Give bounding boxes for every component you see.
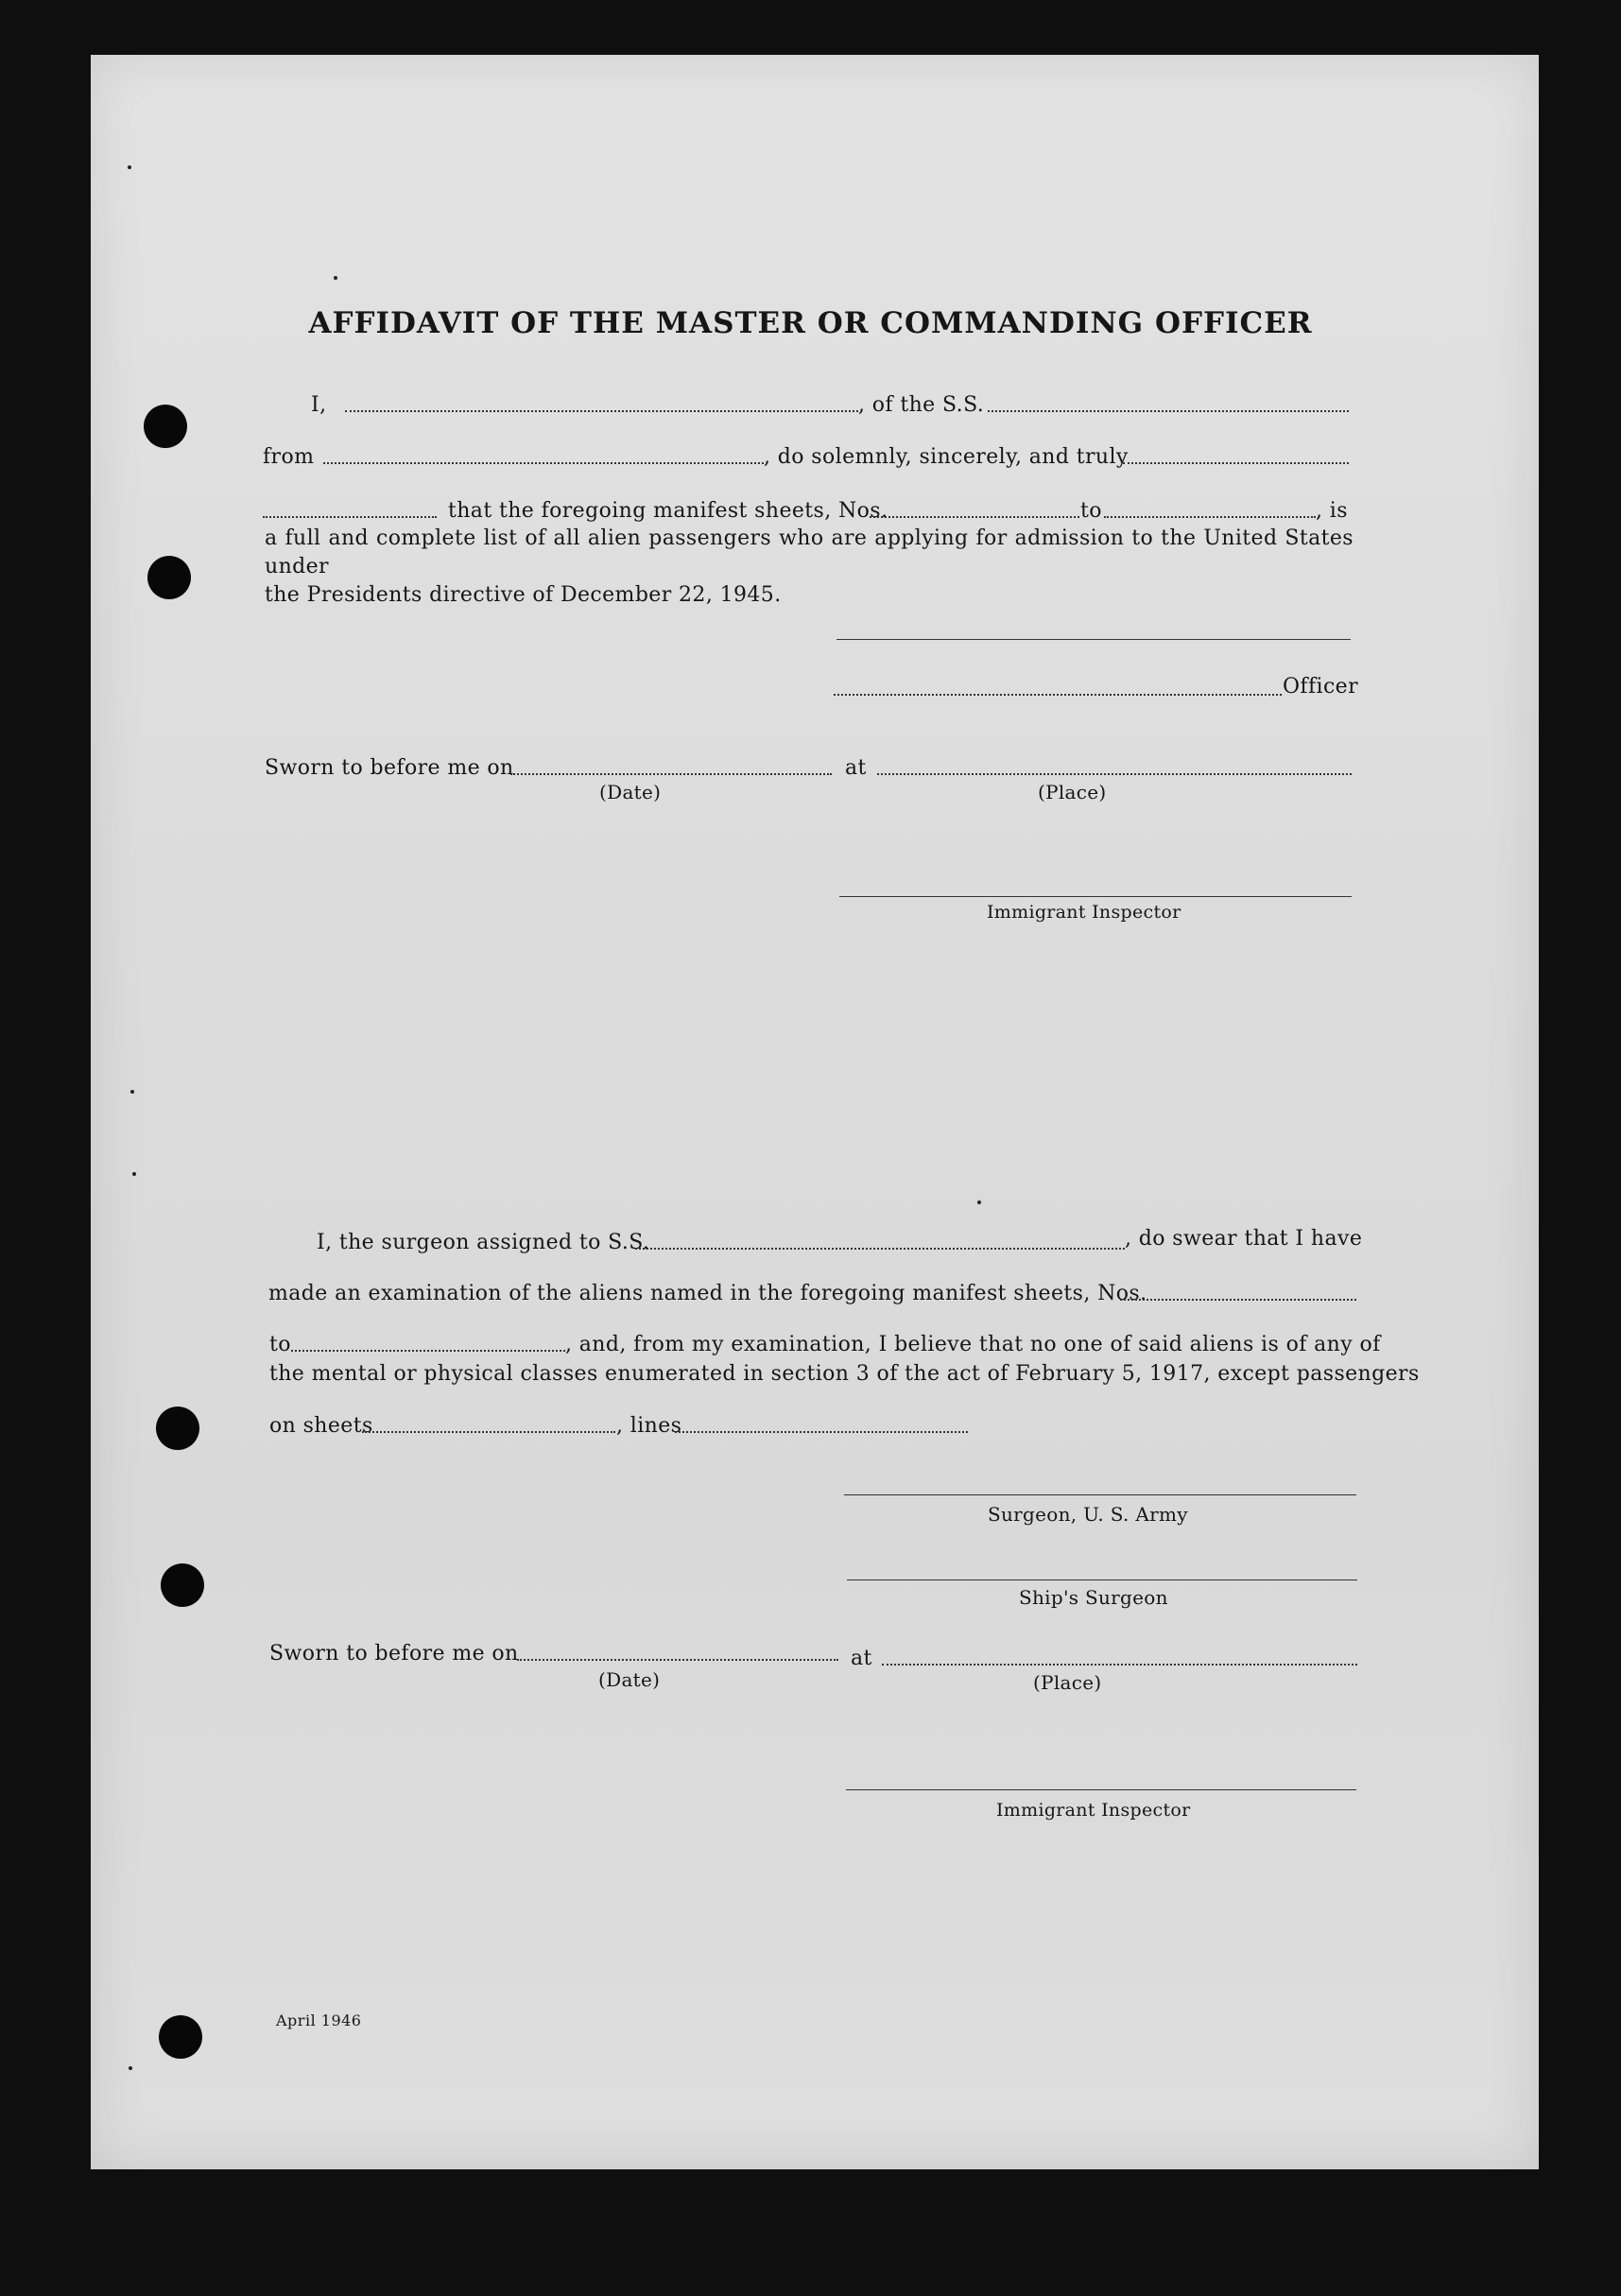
document-page bbox=[91, 55, 1539, 2169]
scan-speck bbox=[129, 2066, 132, 2070]
surgeon-sheets-from-field[interactable] bbox=[1120, 1299, 1356, 1301]
surgeon-lines-field[interactable] bbox=[675, 1431, 968, 1433]
surgeon-sworn-place-field[interactable] bbox=[882, 1664, 1357, 1666]
master-solemnly-label: , do solemnly, sincerely, and truly bbox=[764, 445, 1129, 469]
master-sheets-from-field[interactable] bbox=[870, 516, 1079, 518]
scan-speck bbox=[130, 1090, 134, 1094]
master-officer-label: Officer bbox=[1283, 675, 1359, 699]
scan-speck bbox=[977, 1200, 981, 1204]
surgeon-on-sheets-label: on sheets bbox=[269, 1414, 373, 1438]
punch-hole bbox=[147, 556, 191, 599]
punch-hole bbox=[156, 1407, 199, 1450]
army-surgeon-signature-line[interactable] bbox=[844, 1494, 1356, 1495]
master-at-label: at bbox=[845, 756, 867, 780]
scan-speck bbox=[334, 276, 337, 280]
scan-speck bbox=[128, 165, 131, 169]
master-oath-field[interactable] bbox=[1123, 462, 1349, 464]
surgeon-line3-start: to bbox=[269, 1333, 291, 1356]
master-name-field[interactable] bbox=[345, 410, 858, 412]
punch-hole bbox=[144, 405, 187, 448]
surgeon-inspector-signature-line[interactable] bbox=[846, 1789, 1356, 1790]
master-date-caption: (Date) bbox=[599, 781, 662, 803]
surgeon-lines-label: , lines bbox=[616, 1414, 682, 1438]
surgeon-line4: the mental or physical classes enumerated in section 3 of the act of February 5, 1917, except passengers bbox=[269, 1362, 1420, 1386]
surgeon-line2: made an examination of the aliens named in the foregoing manifest sheets, Nos. bbox=[268, 1282, 1147, 1305]
form-date-footer: April 1946 bbox=[276, 2011, 362, 2029]
master-to-label: to bbox=[1080, 499, 1102, 523]
master-of-ss-label: , of the S.S. bbox=[858, 393, 985, 417]
surgeon-sheets-to-field[interactable] bbox=[291, 1350, 565, 1352]
master-oath-word-field[interactable] bbox=[263, 516, 437, 518]
surgeon-date-caption: (Date) bbox=[598, 1668, 661, 1691]
document-title: AFFIDAVIT OF THE MASTER OR COMMANDING OFFICER bbox=[308, 306, 1313, 340]
master-statement bbox=[265, 525, 1354, 610]
master-manifest-label: that the foregoing manifest sheets, Nos. bbox=[448, 499, 888, 523]
master-inspector-signature-line[interactable] bbox=[839, 896, 1352, 897]
surgeon-sheets-field[interactable] bbox=[362, 1431, 615, 1433]
surgeon-line1-start: I, the surgeon assigned to S.S. bbox=[317, 1231, 650, 1254]
surgeon-line1-end: , do swear that I have bbox=[1125, 1227, 1363, 1251]
master-place-caption: (Place) bbox=[1038, 781, 1107, 803]
scan-speck bbox=[132, 1172, 136, 1176]
surgeon-place-caption: (Place) bbox=[1033, 1671, 1102, 1694]
surgeon-sworn-date-field[interactable] bbox=[517, 1659, 838, 1661]
master-statement-line-2: the Presidents directive of December 22, 1945. bbox=[265, 583, 782, 607]
master-sworn-date-field[interactable] bbox=[510, 773, 832, 775]
master-is-label: , is bbox=[1316, 499, 1348, 523]
master-statement-line-1: a full and complete list of all alien passengers who are applying for admission to the United States under bbox=[265, 527, 1354, 578]
punch-hole bbox=[161, 1563, 204, 1607]
master-sworn-place-field[interactable] bbox=[877, 773, 1352, 775]
ship-surgeon-caption: Ship's Surgeon bbox=[1019, 1586, 1168, 1609]
master-sworn-label: Sworn to before me on bbox=[265, 756, 514, 780]
master-inspector-caption: Immigrant Inspector bbox=[987, 902, 1181, 923]
master-from-field[interactable] bbox=[323, 462, 764, 464]
surgeon-sworn-label: Sworn to before me on bbox=[269, 1642, 519, 1666]
master-signature-line[interactable] bbox=[836, 639, 1351, 640]
master-ship-field[interactable] bbox=[988, 410, 1349, 412]
master-officer-field[interactable] bbox=[834, 694, 1282, 696]
master-i-label: I, bbox=[311, 393, 327, 417]
surgeon-ship-field[interactable] bbox=[635, 1248, 1125, 1250]
surgeon-line3-end: , and, from my examination, I believe that no one of said aliens is of any of bbox=[565, 1333, 1381, 1356]
surgeon-inspector-caption: Immigrant Inspector bbox=[996, 1800, 1191, 1821]
surgeon-at-label: at bbox=[851, 1647, 872, 1670]
master-from-label: from bbox=[263, 445, 315, 469]
army-surgeon-caption: Surgeon, U. S. Army bbox=[988, 1503, 1188, 1526]
punch-hole bbox=[159, 2015, 202, 2059]
master-sheets-to-field[interactable] bbox=[1104, 516, 1316, 518]
